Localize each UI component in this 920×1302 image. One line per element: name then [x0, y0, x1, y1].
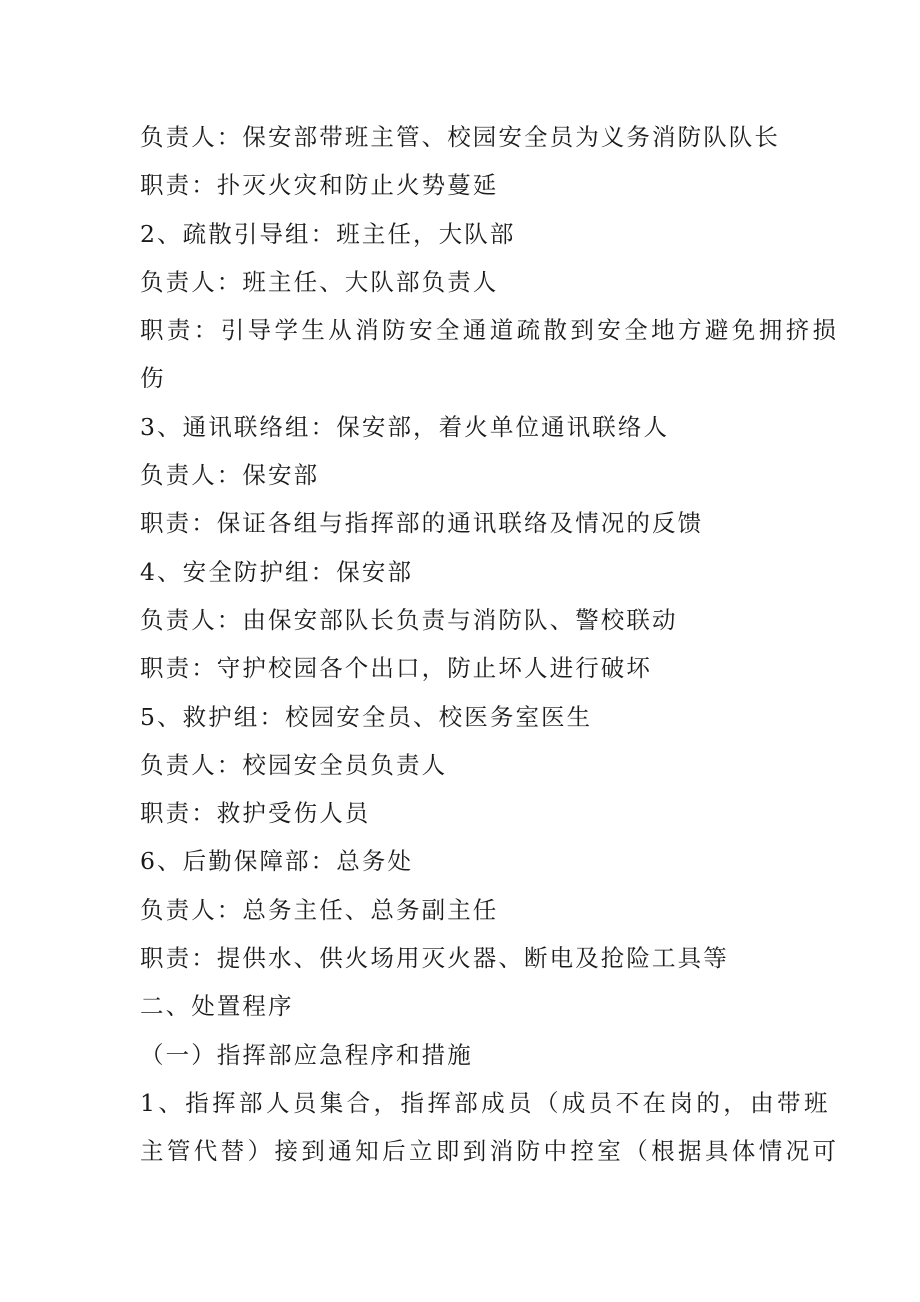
text-line: 主管代替）接到通知后立即到消防中控室（根据具体情况可 [140, 1137, 840, 1166]
text-line: 伤 [140, 364, 166, 393]
text-line: 职责：提供水、供火场用灭火器、断电及抢险工具等 [140, 944, 729, 973]
text-line: 负责人：保安部带班主管、校园安全员为义务消防队队长 [140, 123, 780, 151]
text-line: 负责人：总务主任、总务副主任 [140, 895, 499, 924]
text-line: 职责：守护校园各个出口，防止坏人进行破坏 [140, 654, 652, 683]
text-line: 6、后勤保障部：总务处 [140, 847, 414, 876]
text-line: 职责：救护受伤人员 [140, 799, 371, 828]
text-line: 3、通讯联络组：保安部，着火单位通讯联络人 [140, 412, 670, 441]
document-body [140, 113, 840, 1176]
text-line: 4、安全防护组：保安部 [140, 557, 414, 586]
text-line: 负责人：班主任、大队部负责人 [140, 267, 499, 296]
text-line: 负责人：校园安全员负责人 [140, 750, 448, 779]
subsection-heading: （一）指挥部应急程序和措施 [140, 1040, 473, 1069]
text-line: 1、指挥部人员集合，指挥部成员（成员不在岗的，由带班 [140, 1088, 831, 1117]
text-line: 职责：扑灭火灾和防止火势蔓延 [140, 171, 499, 200]
text-line: 职责：引导学生从消防安全通道疏散到安全地方避免拥挤损 [140, 316, 840, 345]
text-line: 负责人：保安部 [140, 461, 320, 490]
section-heading: 二、处置程序 [140, 992, 294, 1021]
text-line: 2、疏散引导组：班主任，大队部 [140, 219, 516, 248]
text-line: 职责：保证各组与指挥部的通讯联络及情况的反馈 [140, 509, 704, 538]
text-line: 负责人：由保安部队长负责与消防队、警校联动 [140, 605, 678, 634]
text-line: 5、救护组：校园安全员、校医务室医生 [140, 702, 593, 731]
